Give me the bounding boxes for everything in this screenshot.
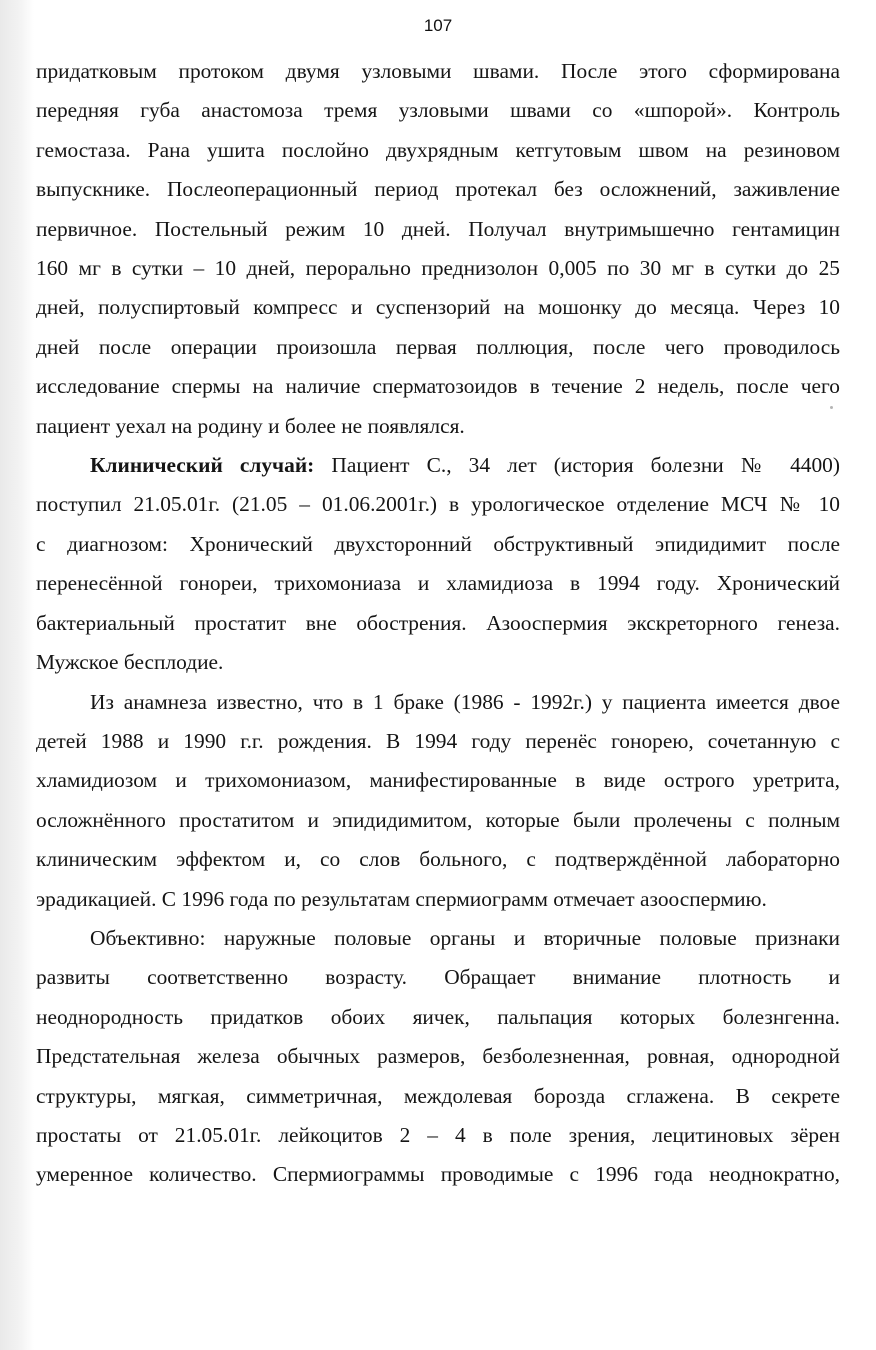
text-line: осложнённого простатитом и эпидидимитом, которые были пролечены с полным [36, 807, 840, 832]
text-line: дней, полуспиртовый компресс и суспензорий на мошонку до месяца. Через 10 [36, 295, 840, 320]
text-line: эрадикацией. С 1996 года по результатам спермиограмм отмечает азооспермию. [36, 886, 767, 911]
text-line: исследование спермы на наличие сперматозоидов в течение 2 недель, после чего [36, 374, 840, 399]
scan-speck [830, 406, 833, 409]
text-line: придатковым протоком двумя узловыми швами. После этого сформирована [36, 59, 840, 83]
page-number: 107 [423, 16, 453, 35]
text-line: Предстательная железа обычных размеров, безболезненная, ровная, однородной [36, 1044, 840, 1069]
text-line: развиты соответственно возрасту. Обращает внимание плотность и [36, 965, 840, 990]
text-line: 160 мг в сутки – 10 дней, перорально преднизолон 0,005 по 30 мг в сутки до 25 [36, 256, 840, 281]
clinical-case-heading: Клинический случай: [90, 453, 315, 478]
text-line: умеренное количество. Спермиограммы проводимые с 1996 года неоднократно, [36, 1162, 840, 1187]
text-line: бактериальный простатит вне обострения. Азооспермия экскреторного генеза. [36, 610, 840, 635]
text-line: Мужское бесплодие. [36, 650, 224, 675]
text-line: первичное. Постельный режим 10 дней. Получал внутримышечно гентамицин [36, 216, 840, 241]
text-line: передняя губа анастомоза тремя узловыми швами со «шпорой». Контроль [36, 98, 840, 123]
text-line: перенесённой гонореи, трихомониаза и хламидиоза в 1994 году. Хронический [36, 571, 840, 596]
scan-edge-shadow [0, 0, 34, 1350]
body-text [36, 52, 840, 1195]
text-line: простаты от 21.05.01г. лейкоцитов 2 – 4 в поле зрения, лецитиновых зёрен [36, 1122, 840, 1147]
text-line: дней после операции произошла первая поллюция, после чего проводилось [36, 334, 840, 359]
text-line: с диагнозом: Хронический двухсторонний обструктивный эпидидимит после [36, 531, 840, 556]
paragraph-clinical-case [36, 446, 840, 682]
text-line [36, 446, 840, 485]
text-line: структуры, мягкая, симметричная, междолевая борозда сглажена. В секрете [36, 1083, 840, 1108]
paragraph-surgery-continuation [36, 52, 840, 446]
text-run: Пациент С., 34 лет (история болезни № 4400) [314, 453, 840, 478]
text-line: Объективно: наружные половые органы и вторичные половые признаки [90, 925, 840, 950]
text-line: Из анамнеза известно, что в 1 браке (1986 - 1992г.) у пациента имеется двое [90, 689, 840, 714]
text-line: поступил 21.05.01г. (21.05 – 01.06.2001г.) в урологическое отделение МСЧ № 10 [36, 492, 840, 517]
text-line: неоднородность придатков обоих яичек, пальпация которых болезнгенна. [36, 1004, 840, 1029]
paragraph-objective-exam [36, 919, 840, 1195]
text-line: детей 1988 и 1990 г.г. рождения. В 1994 году перенёс гонорею, сочетанную с [36, 728, 840, 753]
paragraph-anamnesis [36, 683, 840, 919]
text-line: выпускнике. Послеоперационный период протекал без осложнений, заживление [36, 177, 840, 202]
text-line: пациент уехал на родину и более не появлялся. [36, 413, 465, 438]
text-line: клиническим эффектом и, со слов больного, с подтверждённой лабораторно [36, 847, 840, 872]
text-line: гемостаза. Рана ушита послойно двухрядным кетгутовым швом на резиновом [36, 137, 840, 162]
text-line: хламидиозом и трихомониазом, манифестированные в виде острого уретрита, [36, 768, 840, 793]
